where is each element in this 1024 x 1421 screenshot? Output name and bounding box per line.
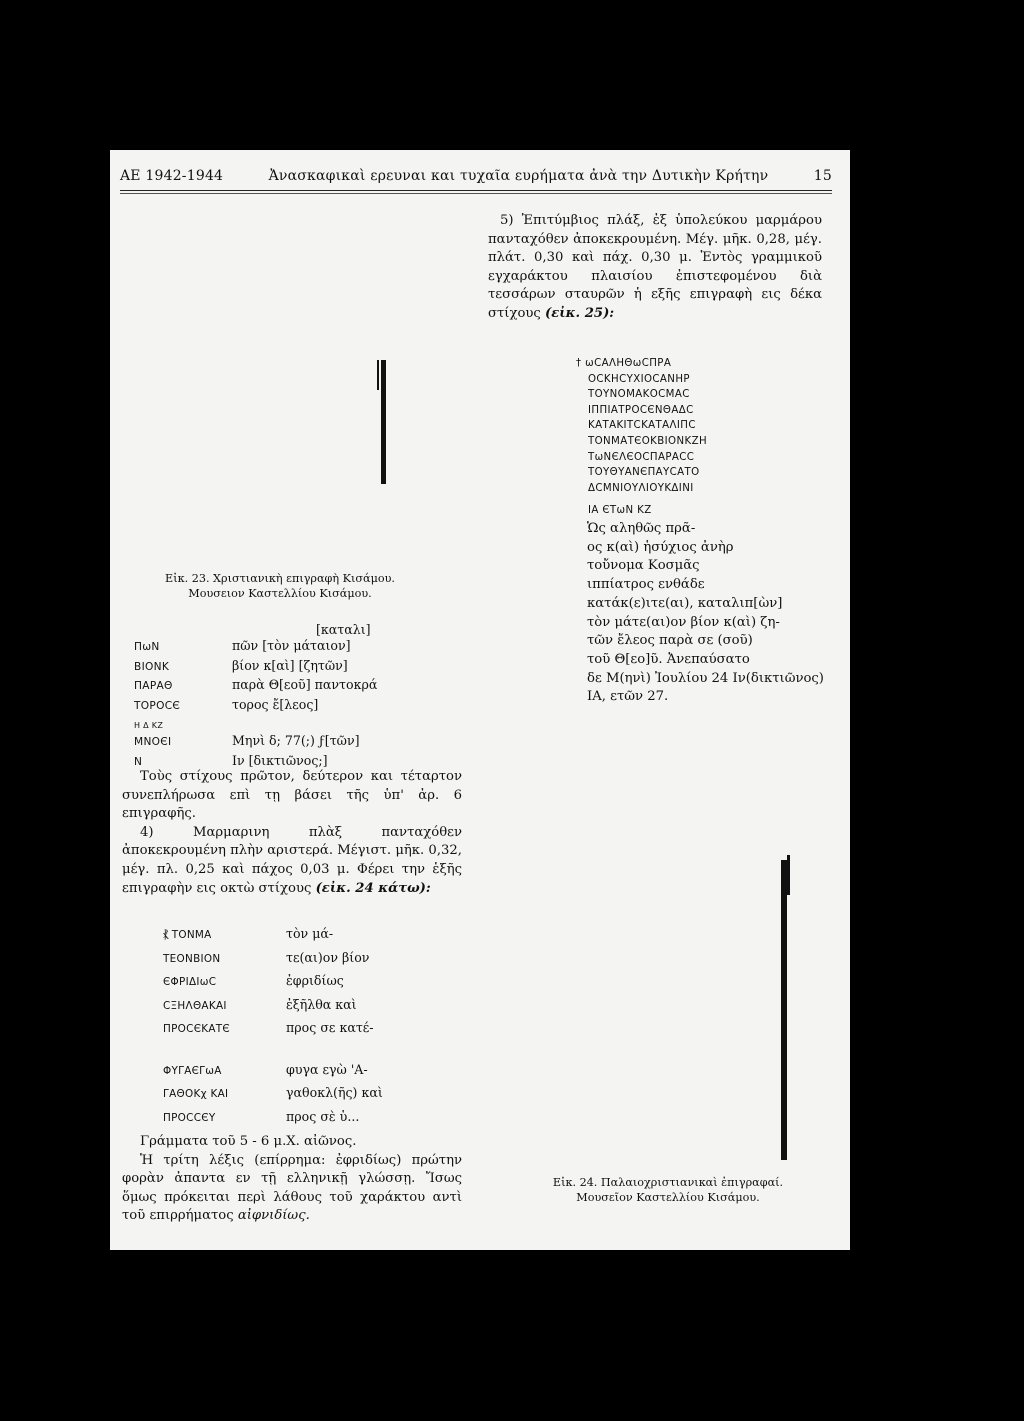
fig24-lower-inscription (163, 924, 230, 1130)
fig24-ins-line: ЄΦΡΙΔΙωϹ (163, 976, 217, 988)
fig24-ins-line: ΓΑΘΟΚχ ΚΑΙ (163, 1088, 229, 1100)
fig25-tr-line: τοὔνομα Κοσμᾶς (587, 558, 700, 574)
left-bottom-para-2 (122, 1152, 462, 1226)
fig23-ins-line: Η Δ ΚΖ (134, 721, 164, 730)
fig25-ins-line: ΚΑΤΑΚΙΤϹΚΑΤΑΛΙΠϹ (588, 420, 696, 432)
fig23-tr-line: παρὰ Θ[εοῦ] παντοκρά (232, 677, 378, 692)
right-para-ref: (εἰκ. 25): (545, 305, 615, 321)
header-page-number: 15 (813, 168, 832, 184)
running-header (120, 168, 832, 184)
fig23-tr-line: Μηνὶ δ; 77(;) ϝ[τῶν] (232, 733, 360, 748)
left-para-2-ref: (εἰκ. 24 κάτω): (315, 880, 431, 896)
fig24-photo-mark (787, 855, 790, 895)
fig23-translit-top: [καταλι] (316, 622, 371, 637)
fig23-photo-edge (381, 360, 386, 484)
header-title: Ἀνασκαφικαὶ ερευναι και τυχαῖα ευρήματα ἀνὰ την Δυτικὴν Κρήτην (268, 168, 769, 184)
header-rule-thin (120, 193, 832, 194)
left-bottom-para-2-text: Ἡ τρίτη λέξις (επίρρημα: ἐφριδίως) πρώτην φορὰν ἀπαντα εν τῇ ελληνικῇ γλώσσῃ. Ἴσως ὅμως πρόκειται περὶ λάθους τοῦ χαράκτου αντὶ τοῦ επιρρήματος (122, 1152, 462, 1224)
fig25-tr-line: δε Μ(ηνὶ) Ἰουλίου 24 Ιν(δικτιῶνος) (587, 670, 824, 686)
fig23-transcription (232, 636, 377, 770)
fig24-tr-line: γαθοκλ(ῆς) καὶ (286, 1085, 383, 1100)
fig25-tr-line: ος κ(αὶ) ἡσύχιος ἀνὴρ (587, 539, 734, 555)
fig25-ins-line: ΤΟΝΜΑΤЄΟΚΒΙΟΝΚΖΗ (588, 435, 708, 447)
fig25-tr-line: ιππίατρος ενθάδε (587, 577, 705, 593)
fig25-tr-line: τῶν ἔλεος παρὰ σε (σοῦ) (587, 633, 753, 649)
fig25-ins-line: ΙΠΠΙΑΤΡΟϹЄΝΘΑΔϹ (588, 404, 694, 416)
fig23-tr-line: πῶν [τὸν μάταιον] (232, 638, 351, 653)
fig25-tr-line: Ὡς αληθῶς πρᾶ- (587, 521, 696, 536)
fig23-tr-line: τορος ἔ[λεος] (232, 696, 319, 712)
fig23-ins-line: ΤΟΡΟϹЄ (134, 699, 181, 712)
left-bottom-para-2-end: αἰφνιδίως. (237, 1208, 310, 1224)
left-bottom-text (122, 1133, 462, 1226)
fig25-tr-line: κατάκ(ε)ιτε(αι), καταλιπ[ὼν] (587, 595, 783, 611)
right-para-text: 5) Ἐπιτύμβιος πλάξ, ἐξ ὑπολεύκου μαρμάρου πανταχόθεν ἀποκεκρουμένη. Μέγ. μῆκ. 0,28, μέγ. πλάτ. 0,30 καὶ πάχ. 0,30 μ. Ἐντὸς γραμμικοῦ εγχαράκτου πλαισίου ἐπιστεφομένου διὰ τεσσάρων σταυρῶν ἡ εξῆς επιγραφὴ εις δέκα στίχους (488, 213, 822, 321)
right-body-text (488, 212, 822, 324)
fig23-caption-line2: Μουσειον Καστελλίου Κισάμου. (188, 586, 372, 600)
fig25-tr-line: τὸν μάτε(αι)ον βίον κ(αὶ) ζη- (587, 614, 780, 630)
fig23-tr-line (232, 714, 377, 731)
fig24-lower-transcription (286, 922, 383, 1128)
left-para-1: Τοὺς στίχους πρῶτον, δεύτερον και τέταρτον συνεπλήρωσα επὶ τῃ βάσει τῆς ὑπ' ἀρ. 6 επιγραφῆς. (122, 769, 462, 822)
fig23-caption-line1: Εἰκ. 23. Χριστιανικὴ επιγραφὴ Κισάμου. (165, 572, 395, 585)
fig25-ins-line: ΤΟΥΝΟΜΑΚΟϹΜΑϹ (588, 389, 690, 401)
fig23-inscription (134, 638, 180, 772)
fig24-ins-line: ΠΡΟϹϹЄΥ (163, 1111, 216, 1124)
fig25-ins-line: ΟϹΚΗϹΥΧΙΟϹΑΝΗΡ (588, 373, 690, 385)
fig24-tr-line: τε(αι)ον βίον (286, 949, 370, 965)
fig24-ins-line: ΦΥΓΑЄΓωΑ (163, 1064, 222, 1077)
fig23-photo-mark (377, 360, 379, 390)
fig24-ins-line: ϹΞΗΛΘΑΚΑΙ (163, 999, 227, 1012)
fig25-transcription (587, 520, 824, 707)
fig24-caption (528, 1176, 808, 1205)
fig25-ins-line: † ωϹΑΛΗΘωϹΠΡΑ (576, 358, 672, 369)
fig23-ins-line: ΒΙΟΝΚ (134, 660, 170, 673)
fig25-ins-line: ΤΟΥΘΥΑΝЄΠΑΥϹΑΤΟ (588, 467, 700, 479)
fig23-ins-line: ΜΝΟЄΙ (134, 736, 172, 748)
fig24-tr-line: προς σε κατέ- (286, 1020, 374, 1035)
header-rule (120, 190, 832, 191)
fig24-photo-edge (781, 860, 787, 1160)
fig24-tr-line: φυγα εγὼ 'Α- (286, 1061, 368, 1077)
fig25-inscription (576, 356, 707, 517)
fig24-ins-line (163, 1042, 230, 1060)
fig24-tr-line: προς σὲ ὑ... (286, 1108, 360, 1124)
fig25-ins-line: ΔϹΜΝΙΟΥΛΙΟΥΚΔΙΝΙ (588, 482, 694, 494)
fig24-caption-line1: Εἰκ. 24. Παλαιοχριστιανικαὶ ἐπιγραφαί. (552, 1176, 784, 1189)
fig24-ins-line: ⳩ ΤΟΝΜΑ (163, 929, 212, 941)
fig24-tr-line: ἐφριδίως (286, 973, 344, 988)
fig23-ins-line: Ν (134, 755, 143, 768)
left-bottom-para-1: Γράμματα τοῦ 5 - 6 μ.Χ. αἰῶνος. (140, 1134, 357, 1149)
left-body-text (122, 768, 462, 898)
fig24-ins-line: ΤΕΟΝΒΙΟΝ (163, 952, 221, 965)
fig24-tr-line: τὸν μά- (286, 926, 334, 941)
fig25-tr-line: τοῦ Θ[εο]ῦ. Ἀνεπαύσατο (587, 651, 750, 667)
fig23-tr-line: βίον κ[αὶ] [ζητῶν] (232, 657, 348, 673)
fig25-tr-line: ΙΑ, ετῶν 27. (587, 689, 669, 705)
fig25-ins-line: ΤωΝЄΛЄΟϹΠΑΡΑϹϹ (588, 451, 695, 463)
fig24-caption-line2: Μουσεῖον Καστελλίου Κισάμου. (576, 1190, 760, 1204)
right-para (488, 212, 822, 324)
fig24-tr-line: ἐξῆλθα καὶ (286, 996, 357, 1012)
fig24-ins-line: ΠΡΟϹЄΚΑΤЄ (163, 1023, 230, 1035)
left-para-2-text: 4) Μαρμαρινη πλὰξ πανταχόθεν ἀποκεκρουμένη πλὴν αριστερά. Μέγιστ. μῆκ. 0,32, μέγ. πλ. 0,25 καὶ πάχος 0,03 μ. Φέρει την ἑξῆς επιγραφὴν εις οκτὼ στίχους (122, 824, 462, 896)
fig23-ins-line: ΠωΝ (134, 641, 160, 653)
header-journal: ΑΕ 1942-1944 (120, 168, 224, 184)
fig24-tr-line (286, 1040, 383, 1058)
fig23-ins-line: ΠΑΡΑΘ (134, 680, 173, 692)
fig23-tr-line: Ιν [δικτιῶνος;] (232, 752, 328, 768)
fig25-ins-line: ΙΑ ЄΤωΝ ΚΖ (588, 504, 652, 516)
fig23-caption (158, 572, 402, 601)
left-para-2 (122, 824, 462, 898)
